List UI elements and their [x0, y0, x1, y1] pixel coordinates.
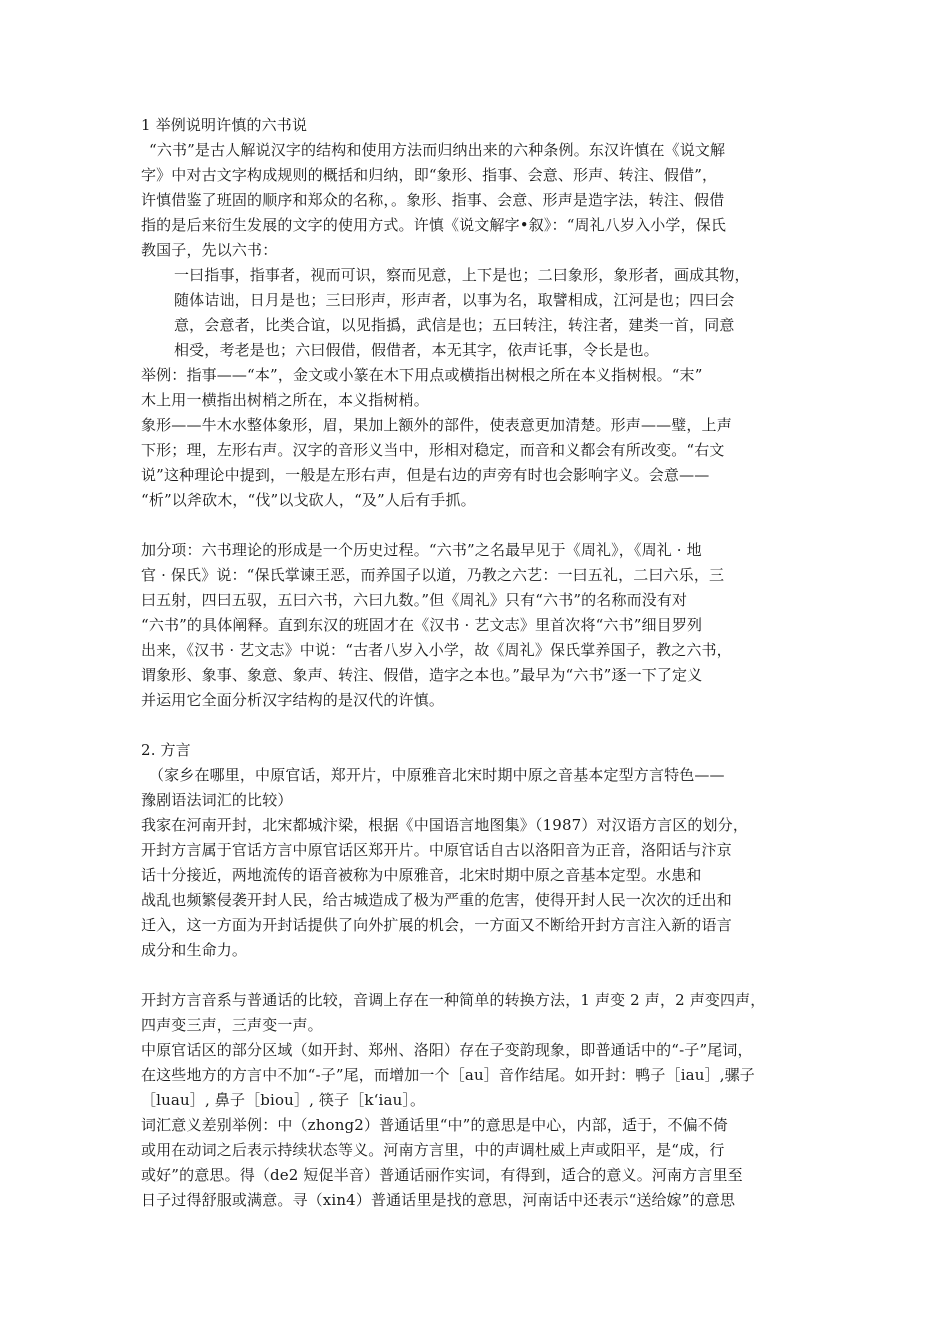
section2-prompt	[141, 763, 817, 813]
paragraph-line: 教国子，先以六书：	[141, 241, 278, 259]
paragraph-line: 举例：指事——“本”，金文或小篆在木下用点或横指出树根之所在本义指树根。“末”	[141, 366, 703, 384]
quote-line: 一曰指事，指事者，视而可识，察而见意，上下是也；二曰象形，象形者，画成其物，	[174, 266, 750, 284]
blank-line	[141, 513, 817, 538]
paragraph-line: “析”以斧砍木，“伐”以戈砍人，“及”人后有手抓。	[141, 491, 476, 509]
paragraph-line: 并运用它全面分析汉字结构的是汉代的许慎。	[141, 691, 445, 709]
paragraph-line: 日子过得舒服或满意。寻（xin4）普通话里是找的意思，河南话中还表示“送给嫁”的意思	[141, 1191, 736, 1209]
paragraph-line: 加分项：六书理论的形成是一个历史过程。“六书”之名最早见于《周礼》，《周礼 · 地	[141, 541, 702, 559]
hometown-paragraph	[141, 813, 817, 963]
quote-line: 意，会意者，比类合谊，以见指撝，武信是也；五曰转注，转注者，建类一首，同意	[174, 316, 735, 334]
shuowen-quote-block	[141, 263, 817, 363]
suffix-paragraph	[141, 1038, 817, 1113]
paragraph-line: 指的是后来衍生发展的文字的使用方式。许慎《说文解字•叙》：“周礼八岁入小学，保氏	[141, 216, 727, 234]
quote-line: 相受，考老是也；六曰假借，假借者，本无其字，依声讬事，令长是也。	[174, 341, 659, 359]
paragraph-line: 许慎借鉴了班固的顺序和郑众的名称，。象形、指事、会意、形声是造字法，转注、假借	[141, 191, 725, 209]
paragraph-line: 豫剧语法词汇的比较）	[141, 791, 293, 809]
paragraph-line: 开封方言属于官话方言中原官话区郑开片。中原官话自古以洛阳音为正音，洛阳话与汴京	[141, 841, 732, 859]
section1-intro-paragraph	[141, 138, 817, 263]
paragraph-line: 说”这种理论中提到，一般是左形右声，但是右边的声旁有时也会影响字义。会意——	[141, 466, 710, 484]
blank-line	[141, 963, 817, 988]
paragraph-line: 出来，《汉书 · 艺文志》中说：“古者八岁入小学，故《周礼》保氏掌养国子，教之六书，	[141, 641, 732, 659]
vocab-paragraph	[141, 1113, 817, 1213]
paragraph-line: “六书”的具体阐释。直到东汉的班固才在《汉书 · 艺文志》里首次将“六书”细目罗列	[141, 616, 703, 634]
paragraph-line: 开封方言音系与普通话的比较，音调上存在一种简单的转换方法，1 声变 2 声，2 声变四声，	[141, 991, 766, 1009]
section2-heading: 2. 方言	[141, 741, 191, 759]
paragraph-line: 战乱也频繁侵袭开封人民，给古城造成了极为严重的危害，使得开封人民一次次的迁出和	[141, 891, 732, 909]
paragraph-line: 话十分接近，两地流传的语音被称为中原雅音，北宋时期中原之音基本定型。水患和	[141, 866, 702, 884]
paragraph-line: “六书”是古人解说汉字的结构和使用方法而归纳出来的六种条例。东汉许慎在《说文解	[149, 141, 726, 159]
bonus-paragraph	[141, 538, 817, 713]
paragraph-line: 在这些地方的方言中不加“-子”尾，而增加一个［au］音作结尾。如开封：鸭子［iau］,骡子	[141, 1066, 755, 1084]
paragraph-line: 成分和生命力。	[141, 941, 248, 959]
paragraph-line: 字》中对古文字构成规则的概括和归纳，即“象形、指事、会意、形声、转注、假借”，	[141, 166, 718, 184]
paragraph-line: 我家在河南开封，北宋都城汴梁，根据《中国语言地图集》（1987）对汉语方言区的划分，	[141, 816, 748, 834]
paragraph-line: 或好”的意思。得（de2 短促半音）普通话丽作实词，有得到，适合的意义。河南方言里至	[141, 1166, 743, 1184]
paragraph-line: 词汇意义差别举例：中（zhong2）普通话里“中”的意思是中心，内部，适于，不偏不倚	[141, 1116, 729, 1134]
paragraph-line: 谓象形、象事、象意、象声、转注、假借，造字之本也。”最早为“六书”逐一下了定义	[141, 666, 703, 684]
paragraph-line: 或用在动词之后表示持续状态等义。河南方言里，中的声调杜威上声或阳平，是“成，行	[141, 1141, 725, 1159]
paragraph-line: 官 · 保氏》说：“保氏掌谏王恶，而养国子以道，乃教之六艺：一曰五礼，二曰六乐，三	[141, 566, 725, 584]
paragraph-line: 中原官话区的部分区域（如开封、郑州、洛阳）存在子变韵现象，即普通话中的“-子”尾词，	[141, 1041, 753, 1059]
paragraph-line: 四声变三声，三声变一声。	[141, 1016, 323, 1034]
paragraph-line: 象形——牛木水整体象形，眉，果加上额外的部件，使表意更加清楚。形声——璧，上声	[141, 416, 732, 434]
document-body	[141, 113, 817, 1213]
paragraph-line: 迁入，这一方面为开封话提供了向外扩展的机会，一方面又不断给开封方言注入新的语言	[141, 916, 732, 934]
blank-line	[141, 713, 817, 738]
paragraph-line: 下形；理，左形右声。汉字的音形义当中，形相对稳定，而音和义都会有所改变。“右文	[141, 441, 725, 459]
tones-paragraph	[141, 988, 817, 1038]
quote-line: 随体诘诎，日月是也；三曰形声，形声者，以事为名，取譬相成，江河是也；四曰会	[174, 291, 735, 309]
paragraph-line: 木上用一横指出树梢之所在，本义指树梢。	[141, 391, 429, 409]
paragraph-line: 曰五射，四曰五驭，五曰六书，六曰九数。”但《周礼》只有“六书”的名称而没有对	[141, 591, 688, 609]
paragraph-line: （家乡在哪里，中原官话，郑开片，中原雅音北宋时期中原之音基本定型方言特色——	[149, 766, 725, 784]
paragraph-line: ［luau］, 鼻子［biou］, 筷子［k‘iau］。	[141, 1091, 426, 1109]
examples-paragraph	[141, 363, 817, 513]
section1-heading: 1 举例说明许慎的六书说	[141, 116, 308, 134]
